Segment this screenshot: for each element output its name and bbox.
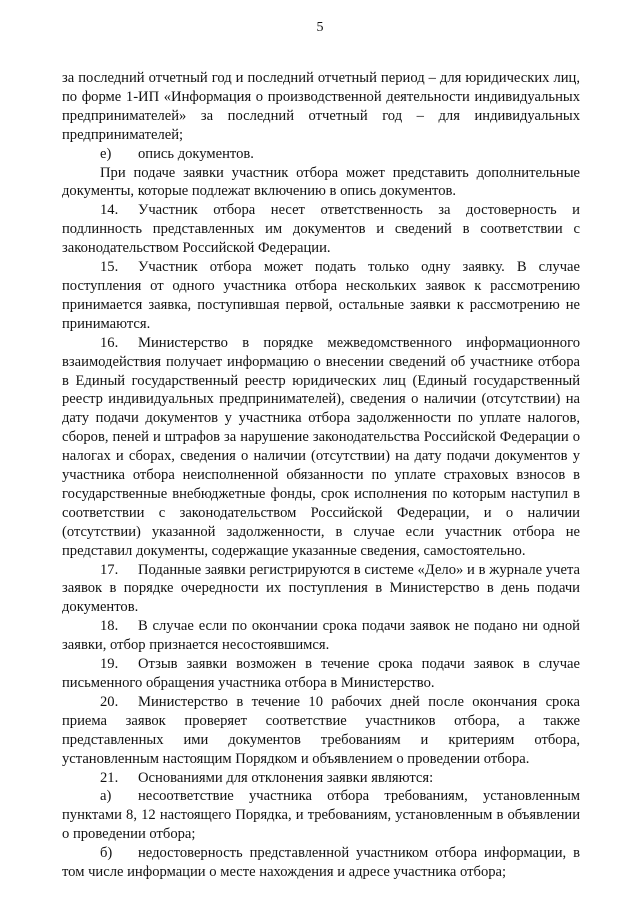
- page-number: 5: [316, 20, 324, 35]
- paragraph-item-b: б) недостоверность представленной участником отбора информации, в том числе информации о месте нахождения и адресе участника отбора;: [62, 845, 580, 881]
- item-number: 20.: [100, 693, 119, 710]
- item-number: а): [100, 788, 112, 805]
- paragraph-15: 15. Участник отбора может подать только одну заявку. В случае поступления от одного участника отбора нескольких заявок к рассмотрению принимается заявка, поступившая первой, остальные заявки к рассмотрению не принимаются.: [62, 259, 580, 332]
- item-number: 18.: [100, 618, 119, 635]
- paragraph-21: 21. Основаниями для отклонения заявки являются:: [100, 769, 434, 786]
- paragraph-17: 17. Поданные заявки регистрируются в системе «Дело» и в журнале учета заявок в порядке очередности их поступления в Министерство в день подачи документов.: [62, 561, 580, 616]
- paragraph-19: 19. Отзыв заявки возможен в течение срока подачи заявок в случае письменного обращения участника отбора в Министерство.: [62, 656, 580, 691]
- paragraph-20: 20. Министерство в течение 10 рабочих дней после окончания срока приема заявок проверяет соответствие участников отбора, а также представленных ими документов требованиям и критериям отбора, установленным настоящим Порядком и объявлением о проведении отбора.: [62, 693, 580, 767]
- paragraph-18: 18. В случае если по окончании срока подачи заявок не подано ни одной заявки, отбор признается несостоявшимся.: [62, 618, 580, 654]
- paragraph-item-a: а) несоответствие участника отбора требованиям, установленным пунктами 8, 12 настоящего Порядка, и требованиям, установленным в объявлении о проведении отбора;: [62, 788, 580, 843]
- item-number: е): [100, 145, 112, 162]
- item-number: б): [100, 845, 113, 862]
- paragraph-continuation: за последний отчетный год и последний отчетный период – для юридических лиц, по форме 1-ИП «Информация о производственной деятельности индивидуальных предпринимателей» за последний отчетный год – для индивидуальных предпринимателей;: [62, 70, 580, 143]
- paragraph-item-e: е) опись документов.: [100, 145, 254, 162]
- item-number: 21.: [100, 769, 119, 786]
- paragraph-additional-documents: При подаче заявки участник отбора может представить дополнительные документы, которые подлежат включению в опись документов.: [62, 164, 580, 200]
- item-number: 14.: [100, 202, 119, 219]
- item-number: 17.: [100, 561, 119, 578]
- item-number: 19.: [100, 656, 119, 673]
- paragraph-16: 16. Министерство в порядке межведомственного информационного взаимодействия получает информацию о внесении сведений об участнике отбора в Единый государственный реестр юридических лиц (Единый государственный реестр индивидуальных предпринимателей), сведения о наличии (отсутствии) на дату подачи документов у участника отбора задолженности по уплате налогов, сборов, пеней и штрафов за нарушение законодательства Российской Федерации о налогах и сборах, сведения о наличии (отсутствии) на дату подачи документов у участника отбора неисполненной обязанности по уплате страховых взносов в государственные внебюджетные фонды, срок исполнения по которым наступил в соответствии с законодательством Российской Федерации, и о наличии (отсутствии) указанной задолженности, в случае если участник отбора не представил документы, содержащие указанные сведения, самостоятельно.: [62, 334, 580, 559]
- item-number: 16.: [100, 334, 119, 351]
- paragraph-14: 14. Участник отбора несет ответственность за достоверность и подлинность представленных им документов и сведений в соответствии с законодательством Российской Федерации.: [62, 202, 580, 257]
- item-number: 15.: [100, 259, 119, 276]
- document-body: [62, 69, 580, 882]
